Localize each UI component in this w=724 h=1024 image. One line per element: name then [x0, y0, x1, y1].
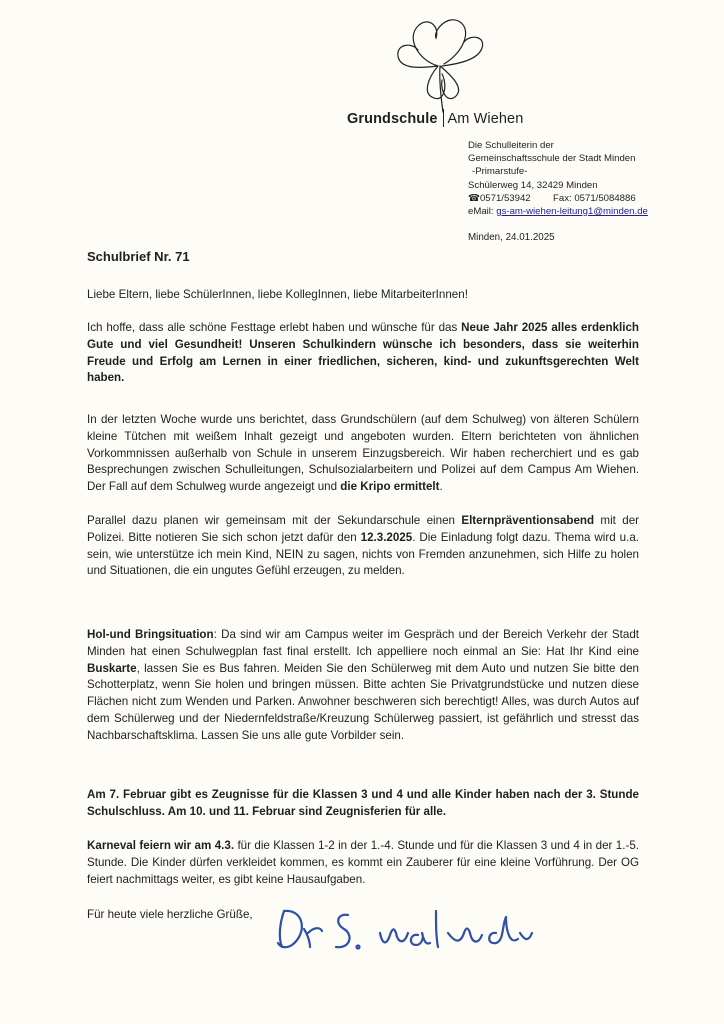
- school-name-bold: Grundschule: [347, 111, 438, 127]
- paragraph-new-year: Ich hoffe, dass alle schöne Festtage erlebt haben und wünsche für das Neue Jahr 2025 alles erdenklich Gute und viel Gesundheit! Unseren Schulkindern wünsche ich besonders, dass sie weiterhin Freude und Erfolg am Lernen in einer friedlichen, sicheren, kind- und zukunftsgerechten Welt haben.: [87, 321, 639, 385]
- salutation: Liebe Eltern, liebe SchülerInnen, liebe KollegInnen, liebe MitarbeiterInnen!: [87, 288, 468, 301]
- phone-icon: ☎: [468, 192, 480, 204]
- fax-number: Fax: 0571/5084886: [553, 192, 636, 204]
- phone-number: 0571/53942: [479, 192, 531, 204]
- paragraph-report-cards: Am 7. Februar gibt es Zeugnisse für die Klassen 3 und 4 und alle Kinder haben nach der 3. Stunde Schulschluss. Am 10. und 11. Februar sind Zeugnisferien für alle.: [87, 788, 639, 818]
- paragraph-prevention-evening: Parallel dazu planen wir gemeinsam mit der Sekundarschule einen Elternpräventionsabend mit der Polizei. Bitte notieren Sie sich schon jetzt dafür den 12.3.2025. Die Einladung folgt dazu. Thema wird u.a. sein, wie unterstütze ich mein Kind, NEIN zu sagen, nichts von Fremden anzunehmen, sich Hilfe zu holen und Situationen, die ein ungutes Gefühl erzeugen, zu melden.: [87, 514, 639, 578]
- address-line: Gemeinschaftsschule der Stadt Minden: [468, 153, 636, 165]
- school-name: [347, 109, 523, 127]
- phone-line: [468, 192, 648, 205]
- letter-subject: Schulbrief Nr. 71: [87, 249, 190, 264]
- address-line: Die Schulleiterin der: [468, 140, 554, 151]
- address-line: Schülerweg 14, 32429 Minden: [468, 179, 598, 191]
- email-label: eMail:: [468, 205, 494, 217]
- email-link[interactable]: gs-am-wiehen-leitung1@minden.de: [496, 205, 648, 217]
- address-block: [468, 139, 648, 218]
- paragraph-carnival: Karneval feiern wir am 4.3. für die Klassen 1-2 in der 1.-4. Stunde und für die Klassen 3 und 4 in der 1.-5. Stunde. Die Kinder dürfen verkleidet kommen, es kommt ein Zauberer für eine kleine Vorführung. Der OG feiert nachmittags weiter, es gibt keine Hausaufgaben.: [87, 839, 639, 886]
- closing-line: Für heute viele herzliche Grüße,: [87, 908, 253, 921]
- handwritten-signature: [270, 903, 540, 955]
- school-name-light: Am Wiehen: [447, 111, 524, 127]
- date-line: Minden, 24.01.2025: [468, 232, 555, 243]
- address-line: -Primarstufe-: [472, 166, 528, 178]
- paragraph-incident: In der letzten Woche wurde uns berichtet, dass Grundschülern (auf dem Schulweg) von älteren Schülern kleine Tütchen mit weißem Inhalt gezeigt und angeboten wurden. Eltern berichteten von ähnlichen Vorkommnissen außerhalb von Schule in unserem Einzugsbereich. Wir haben recherchiert und es gab Besprechungen zwischen Schulleitungen, Schulsozialarbeitern und Polizei auf dem Campus Am Wiehen. Der Fall auf dem Schulweg wurde angezeigt und die Kripo ermittelt.: [87, 413, 639, 494]
- email-line: [468, 205, 648, 218]
- paragraph-traffic: Hol-und Bringsituation: Da sind wir am Campus weiter im Gespräch und der Bereich Verkehr der Stadt Minden hat einen Schulwegplan fast final erstellt. Ich appelliere noch einmal an Sie: Hat Ihr Kind eine Buskarte, lassen Sie es Bus fahren. Meiden Sie den Schülerweg mit dem Auto und nutzen Sie bitte den Schotterplatz, wenn Sie holen und bringen müssen. Bitte achten Sie Privatgrundstücke und nutzen diese Flächen nicht zum Wenden und Parken. Anwohner beschweren sich berechtigt! Alles, was durch Autos auf dem Schülerweg und der Niedernfeldstraße/Kreuzung Schülerweg passiert, ist gefährlich und stresst das Nachbarschaftsklima. Lassen Sie uns alle gute Vorbilder sein.: [87, 628, 639, 742]
- flower-logo-icon: [378, 8, 498, 116]
- divider: [443, 109, 444, 127]
